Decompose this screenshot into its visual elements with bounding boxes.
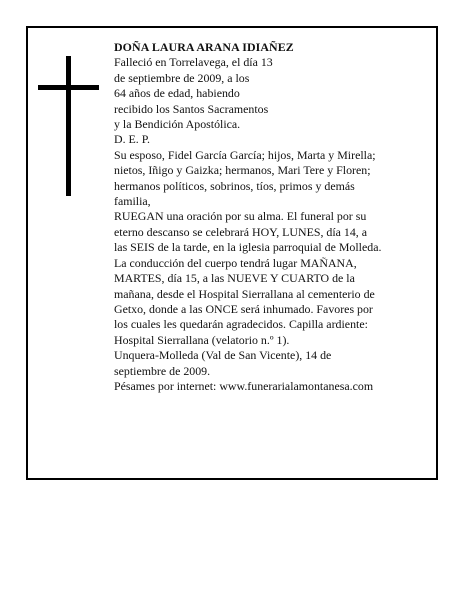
- request-line: eterno descanso se celebrará HOY, LUNES, día 14, a: [114, 224, 368, 239]
- intro-line: y la Bendición Apostólica.: [114, 117, 241, 132]
- family-line: nietos, Iñigo y Gaizka; hermanos, Mari Tere y Floren;: [114, 163, 371, 178]
- request-line: mañana, desde el Hospital Sierrallana al cementerio de: [114, 286, 375, 301]
- request-line: las SEIS de la tarde, en la iglesia parroquial de Molleda.: [114, 240, 382, 255]
- place-date-line: Unquera-Molleda (Val de San Vicente), 14 de: [114, 348, 332, 363]
- request-line: Hospital Sierrallana (velatorio n.º 1).: [114, 332, 290, 347]
- condolences-line: Pésames por internet: www.funerarialamontanesa.com: [114, 378, 374, 393]
- cross-vertical-bar: [66, 56, 71, 196]
- cross-horizontal-bar: [38, 85, 99, 90]
- intro-line: de septiembre de 2009, a los: [114, 70, 250, 85]
- intro-line: recibido los Santos Sacramentos: [114, 101, 269, 116]
- place-date-line: septiembre de 2009.: [114, 363, 211, 378]
- intro-line: 64 años de edad, habiendo: [114, 86, 240, 101]
- request-line: La conducción del cuerpo tendrá lugar MAÑANA,: [114, 255, 357, 270]
- family-line: familia,: [114, 194, 151, 209]
- deceased-name: DOÑA LAURA ARANA IDIAÑEZ: [114, 40, 294, 54]
- request-line: RUEGAN una oración por su alma. El funeral por su: [114, 209, 367, 224]
- request-line: Getxo, donde a las ONCE será inhumado. Favores por: [114, 301, 373, 316]
- request-line: los cuales les quedarán agradecidos. Capilla ardiente:: [114, 317, 368, 332]
- family-line: Su esposo, Fidel García García; hijos, Marta y Mirella;: [114, 147, 376, 162]
- family-line: hermanos políticos, sobrinos, tíos, primos y demás: [114, 178, 355, 193]
- obituary-text: [114, 40, 426, 394]
- rip-text: D. E. P.: [114, 132, 151, 147]
- request-line: MARTES, día 15, a las NUEVE Y CUARTO de la: [114, 271, 355, 286]
- intro-line: Falleció en Torrelavega, el día 13: [114, 55, 273, 70]
